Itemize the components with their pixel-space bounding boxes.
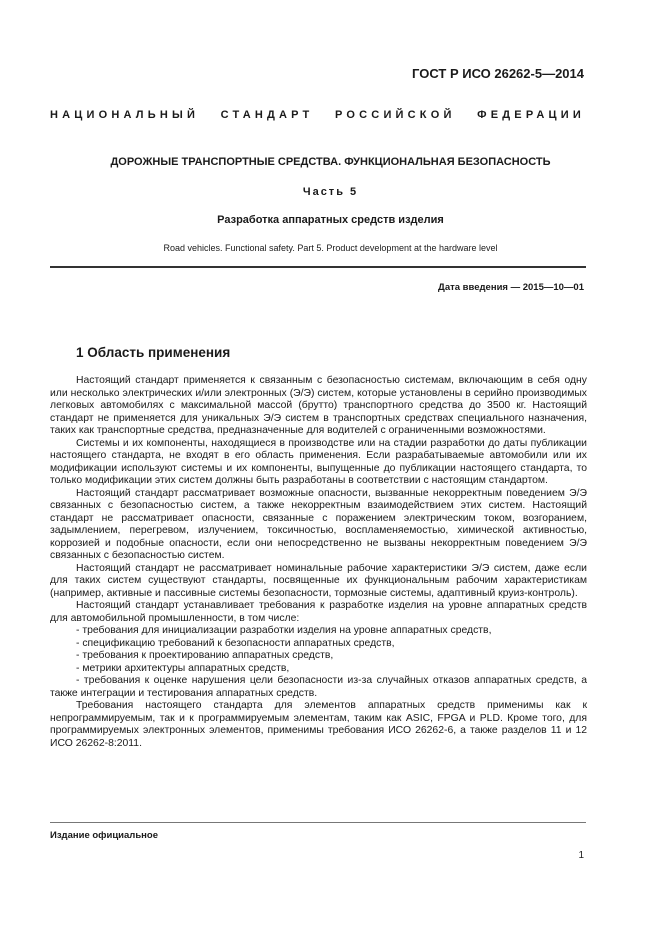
section-heading: 1 Область применения [76, 345, 231, 360]
section-body [50, 375, 587, 750]
list-item: - требования к проектированию аппаратных средств, [76, 650, 334, 661]
edition-label: Издание официальное [50, 830, 158, 841]
introduction-date: Дата введения — 2015—10—01 [438, 282, 584, 293]
paragraph: Настоящий стандарт не рассматривает номинальные рабочие характеристики Э/Э систем, даже если для таких систем существуют стандарты, посвященные их функциональным рабочим характеристикам (например, активные и пассивные системы безопасности, тормозные системы, адаптивный круиз-контроль). [50, 562, 587, 599]
part-number: Часть 5 [302, 186, 359, 198]
list-item: - требования к оценке нарушения цели безопасности из-за случайных отказов аппаратных средств, а также интеграции и тестирования аппаратных средств. [50, 675, 587, 699]
english-title: Road vehicles. Functional safety. Part 5. Product development at the hardware level [163, 243, 498, 253]
banner-word: НАЦИОНАЛЬНЫЙ [50, 109, 200, 121]
footer-divider [50, 822, 586, 823]
national-standard-banner [50, 109, 585, 121]
paragraph: Требования настоящего стандарта для элементов аппаратных средств применимы как к непрограммируемым, так и к программируемым элементам, таким как ASIC, FPGA и PLD. Кроме того, для программируемых электронных элементов, применимы требования ИСО 26262-6, а также разделов 11 и 12 ИСО 26262-8:2011. [50, 700, 587, 749]
paragraph: Настоящий стандарт применяется к связанным с безопасностью системам, включающим в себя одну или несколько электрических и/или электронных (Э/Э) систем, которые установлены в серийно производимых легковых автомобилях с максимальной массой (брутто) транспортного средства до 3500 кг. Настоящий стандарт не применяется для уникальных Э/Э систем в транспортных средствах специального назначения, таких как транспортные средства, предназначенные для водителей с ограниченными возможностями. [50, 375, 587, 436]
paragraph: Настоящий стандарт рассматривает возможные опасности, вызванные некорректным поведением Э/Э связанных с безопасностью систем, а также некорректным взаимодействием этих систем. Настоящий стандарт не рассматривает опасности, связанные с поражением электрическим током, возгоранием, задымлением, перегревом, излучением, токсичностью, воспламеняемостью, химической активностью, коррозией и подобные опасности, если они непосредственно не вызваны некорректным поведением Э/Э связанных с безопасностью систем. [50, 487, 587, 561]
part-title: Разработка аппаратных средств изделия [217, 214, 444, 226]
paragraph: Настоящий стандарт устанавливает требования к разработке изделия на уровне аппаратных средств для автомобильной промышленности, в том числе: [50, 600, 587, 624]
document-code: ГОСТ Р ИСО 26262-5—2014 [412, 66, 584, 81]
page-number: 1 [578, 850, 584, 861]
list-item: - спецификацию требований к безопасности аппаратных средств, [76, 637, 395, 649]
banner-word: ФЕДЕРАЦИИ [477, 109, 585, 121]
header-divider [50, 266, 586, 268]
document-title: ДОРОЖНЫЕ ТРАНСПОРТНЫЕ СРЕДСТВА. ФУНКЦИОНАЛЬНАЯ БЕЗОПАСНОСТЬ [110, 156, 551, 168]
banner-word: РОССИЙСКОЙ [335, 109, 456, 121]
list-item: - метрики архитектуры аппаратных средств, [76, 662, 290, 674]
list-item: - требования для инициализации разработки изделия на уровне аппаратных средств, [76, 625, 492, 636]
banner-word: СТАНДАРТ [220, 109, 314, 121]
paragraph: Системы и их компоненты, находящиеся в производстве или на стадии разработки до даты публикации настоящего стандарта, не входят в его область применения. Если разрабатываемые автомобили или их модификации используют системы и их компоненты, выпущенные до публикации настоящего стандарта, то только модификации этих систем должны быть разработаны в соответствии с настоящим стандартом. [50, 437, 587, 486]
